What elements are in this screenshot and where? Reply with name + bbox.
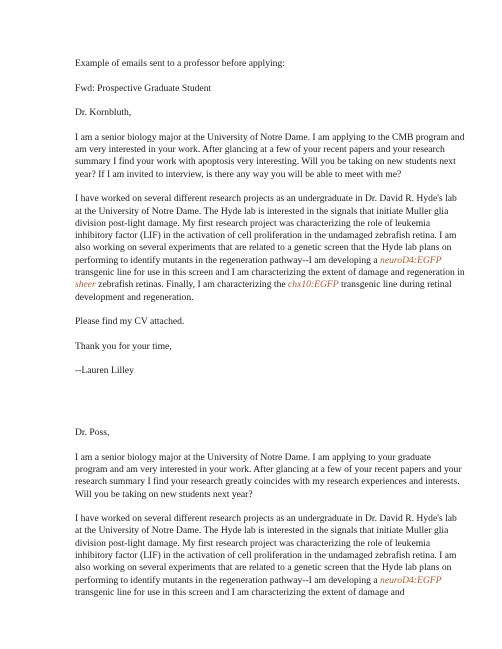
email1-signature: --Lauren Lilley: [75, 365, 134, 377]
email-poss: [75, 427, 465, 599]
email-separator: [75, 390, 465, 427]
gene-sheer: sheer: [75, 279, 96, 291]
email-subject: Fwd: Prospective Graduate Student: [75, 82, 212, 94]
email2-research-text-b: transgenic line for use in this screen and I am characterizing the extent of damage and: [75, 586, 405, 598]
email1-salutation: Dr. Kornbluth,: [75, 107, 132, 119]
email2-research-text-a: I have worked on several different research projects as an undergraduate in Dr. David R. Hyde's lab at the University of Notre Dame. The Hyde lab is interested in the signals that initiate Muller glia division post-light damage. My first research project was characterizing the role of leukemia inhibitory factor (LIF) in the activation of cell proliferation in the undamaged zebrafish retina. I am also working on several experiments that are related to a genetic screen that the Hyde lab plans on performing to identify mutants in the regeneration pathway--I am developing a: [75, 513, 457, 586]
email2-paragraph-research: [75, 513, 465, 599]
email1-paragraph-intro: I am a senior biology major at the University of Notre Dame. I am applying to the CMB program and am very interested in your work. After glancing at a few of your recent papers and your research summary I find your work with apoptosis very interesting. Will you be taking on new students next year? If I am invited to interview, is there any way you will be able to meet with me?: [75, 131, 465, 180]
gene-chx10-egfp: chx10:EGFP: [288, 279, 339, 291]
gene-neurod4-egfp: neuroD4:EGFP: [380, 254, 442, 266]
email1-paragraph-research: [75, 193, 465, 304]
email1-cv-attached: Please find my CV attached.: [75, 316, 185, 328]
email2-paragraph-intro: I am a senior biology major at the University of Notre Dame. I am applying to your graduate program and am very interested in your work. After glancing at a few of your recent papers and your research summary I find your research greatly coincides with my research experiences and interests. Will you be taking on new students next year?: [75, 451, 462, 500]
document-page: [75, 58, 465, 611]
gene-neurod4-egfp: neuroD4:EGFP: [380, 574, 442, 586]
email1-closing: Thank you for your time,: [75, 340, 172, 352]
email1-research-text-a: I have worked on several different research projects as an undergraduate in Dr. David R. Hyde's lab at the University of Notre Dame. The Hyde lab is interested in the signals that initiate Muller glia division post-light damage. My first research project was characterizing the role of leukemia inhibitory factor (LIF) in the activation of cell proliferation in the undamaged zebrafish retina. I am also working on several experiments that are related to a genetic screen that the Hyde lab plans on performing to identify mutants in the regeneration pathway--I am developing a: [75, 193, 457, 266]
email1-research-text-b: transgenic line for use in this screen and I am characterizing the extent of damage and regeneration in: [75, 267, 465, 279]
page-heading: Example of emails sent to a professor before applying:: [75, 58, 285, 69]
email-kornbluth: [75, 107, 465, 378]
email2-salutation: Dr. Poss,: [75, 427, 110, 439]
email1-research-text-d: transgenic line during retinal development and regeneration.: [75, 279, 452, 303]
email1-research-text-c: zebrafish retinas. Finally, I am characterizing the: [95, 279, 289, 291]
